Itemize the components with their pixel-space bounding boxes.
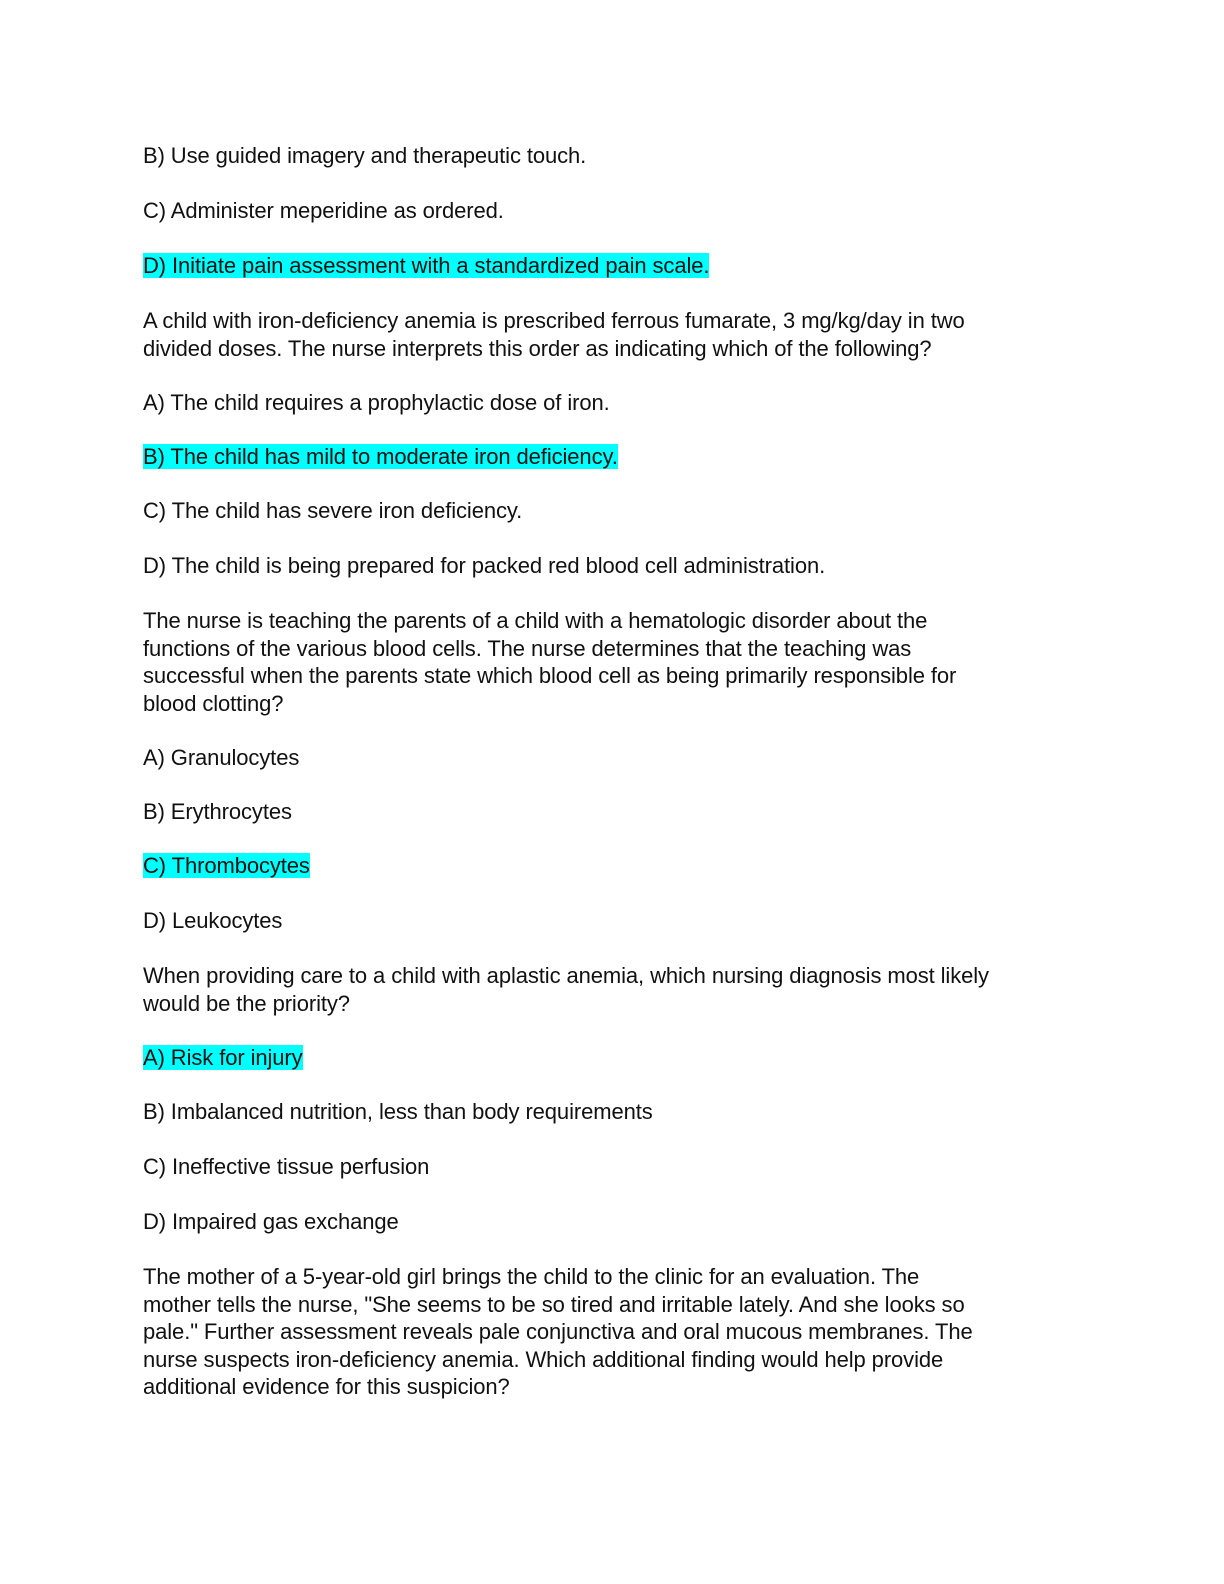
line-text: mother tells the nurse, "She seems to be so tired and irritable lately. And she looks so [143, 1291, 965, 1317]
question-line [143, 1346, 943, 1374]
answer-option-line [143, 142, 586, 170]
line-text: C) Administer meperidine as ordered. [143, 198, 504, 223]
question-line [143, 607, 927, 635]
line-text: A) The child requires a prophylactic dose of iron. [143, 390, 610, 415]
question-line [143, 690, 283, 718]
question-line [143, 1263, 919, 1291]
line-text: B) Erythrocytes [143, 799, 292, 824]
correct-answer-line [143, 443, 618, 471]
highlighted-answer-text: C) Thrombocytes [143, 853, 310, 878]
answer-option-line [143, 907, 282, 935]
correct-answer-line [143, 1044, 303, 1072]
question-line [143, 1318, 973, 1346]
correct-answer-line [143, 252, 709, 280]
question-line [143, 1291, 965, 1319]
line-text: The mother of a 5-year-old girl brings the child to the clinic for an evaluation. The [143, 1264, 920, 1289]
question-line [143, 1373, 510, 1401]
answer-option-line [143, 389, 610, 417]
line-text: D) The child is being prepared for packed red blood cell administration. [143, 553, 826, 578]
line-text: blood clotting? [143, 690, 284, 716]
answer-option-line [143, 1208, 399, 1236]
line-text: B) Imbalanced nutrition, less than body requirements [143, 1099, 653, 1124]
question-line [143, 662, 956, 690]
question-line [143, 962, 989, 990]
highlighted-answer-text: B) The child has mild to moderate iron deficiency. [143, 444, 618, 469]
line-text: C) Ineffective tissue perfusion [143, 1154, 430, 1179]
highlighted-answer-text: D) Initiate pain assessment with a standardized pain scale. [143, 253, 710, 278]
question-line [143, 335, 932, 363]
line-text: D) Impaired gas exchange [143, 1209, 399, 1234]
answer-option-line [143, 744, 299, 772]
line-text: D) Leukocytes [143, 908, 283, 933]
line-text: successful when the parents state which blood cell as being primarily responsible for [143, 663, 957, 688]
correct-answer-line [143, 852, 310, 880]
line-text: A) Granulocytes [143, 745, 300, 770]
line-text: functions of the various blood cells. The nurse determines that the teaching was [143, 635, 912, 661]
answer-option-line [143, 497, 522, 525]
line-text: additional evidence for this suspicion? [143, 1374, 510, 1399]
answer-option-line [143, 197, 504, 225]
line-text: The nurse is teaching the parents of a child with a hematologic disorder about the [143, 608, 928, 633]
line-text: nurse suspects iron-deficiency anemia. Which additional finding would help provide [143, 1346, 944, 1372]
line-text: C) The child has severe iron deficiency. [143, 498, 523, 523]
highlighted-answer-text: A) Risk for injury [143, 1045, 303, 1070]
line-text: pale." Further assessment reveals pale conjunctiva and oral mucous membranes. The [143, 1319, 973, 1344]
line-text: would be the priority? [143, 990, 350, 1016]
line-text: B) Use guided imagery and therapeutic touch. [143, 143, 587, 168]
answer-option-line [143, 552, 825, 580]
line-text: When providing care to a child with aplastic anemia, which nursing diagnosis most likely [143, 963, 989, 988]
question-line [143, 990, 350, 1018]
answer-option-line [143, 1153, 429, 1181]
question-line [143, 635, 911, 663]
answer-option-line [143, 1098, 653, 1126]
question-line [143, 307, 965, 335]
line-text: A child with iron-deficiency anemia is prescribed ferrous fumarate, 3 mg/kg/day in two [143, 308, 965, 333]
line-text: divided doses. The nurse interprets this order as indicating which of the following? [143, 335, 932, 361]
answer-option-line [143, 798, 292, 826]
